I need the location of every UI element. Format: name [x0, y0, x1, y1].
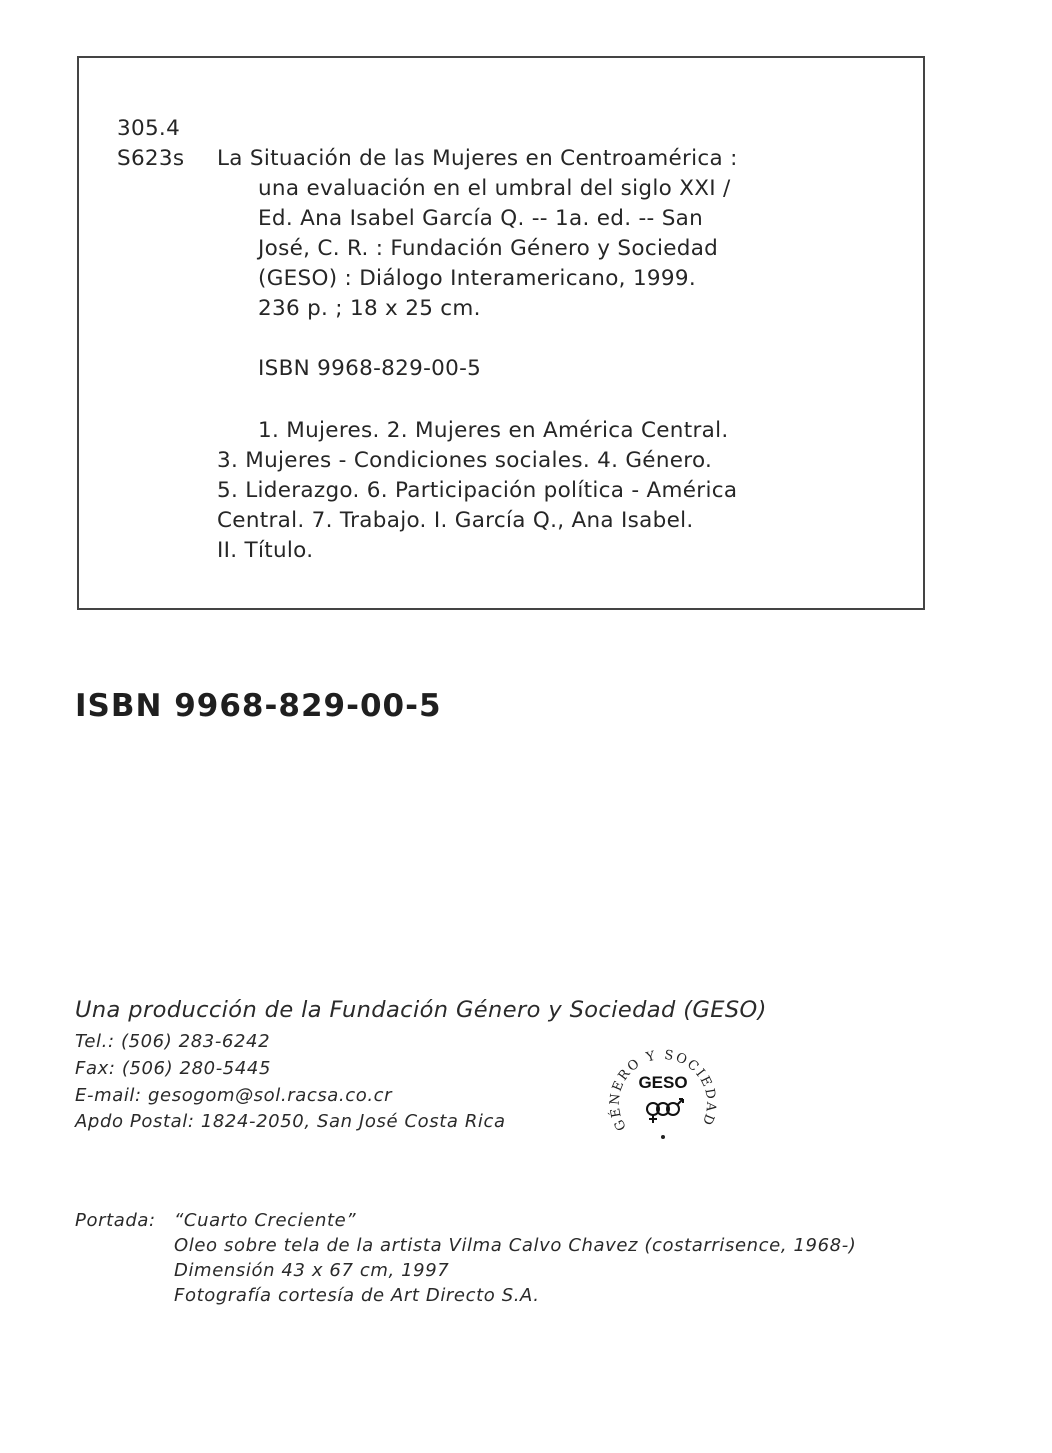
cover-medium: Oleo sobre tela de la artista Vilma Calvo Chavez (costarrisence, 1968-) [174, 1235, 857, 1256]
logo-ring-text: GÉNERO Y SOCIEDAD [607, 1047, 719, 1133]
card-publisher-line: José, C. R. : Fundación Género y Sociedad [258, 236, 719, 261]
card-subject-line: Central. 7. Trabajo. I. García Q., Ana Isabel. [217, 508, 694, 533]
card-subtitle-line: una evaluación en el umbral del siglo XXI / [258, 176, 731, 201]
gender-symbols-icon [647, 1099, 683, 1123]
card-subject-line: 3. Mujeres - Condiciones sociales. 4. Género. [217, 448, 713, 473]
production-title: Una producción de la Fundación Género y Sociedad (GESO) [75, 997, 767, 1023]
card-title-line: La Situación de las Mujeres en Centroamérica : [217, 146, 738, 171]
card-subject-line: II. Título. [217, 538, 314, 563]
cover-label: Portada: [75, 1210, 156, 1231]
logo-center-text: GESO [638, 1073, 688, 1092]
card-edition-line: Ed. Ana Isabel García Q. -- 1a. ed. -- San [258, 206, 704, 231]
cover-dimension: Dimensión 43 x 67 cm, 1997 [174, 1260, 450, 1281]
call-number-cutter: S623s [117, 146, 185, 171]
card-extent-line: 236 p. ; 18 x 25 cm. [258, 296, 481, 321]
logo-dot [661, 1135, 665, 1139]
card-subject-line: 1. Mujeres. 2. Mujeres en América Central. [258, 418, 729, 443]
isbn-large: ISBN 9968-829-00-5 [75, 688, 442, 724]
email: E-mail: gesogom@sol.racsa.co.cr [75, 1085, 393, 1106]
call-number-class: 305.4 [117, 116, 181, 141]
cover-title: “Cuarto Creciente” [174, 1210, 357, 1231]
cover-photo-credit: Fotografía cortesía de Art Directo S.A. [174, 1285, 540, 1306]
card-isbn: ISBN 9968-829-00-5 [258, 356, 482, 381]
telephone: Tel.: (506) 283-6242 [75, 1031, 271, 1052]
card-subject-line: 5. Liderazgo. 6. Participación política - América [217, 478, 738, 503]
geso-logo [589, 1033, 739, 1153]
postal-address: Apdo Postal: 1824-2050, San José Costa Rica [75, 1111, 506, 1132]
card-publisher-line-2: (GESO) : Diálogo Interamericano, 1999. [258, 266, 696, 291]
fax: Fax: (506) 280-5445 [75, 1058, 272, 1079]
